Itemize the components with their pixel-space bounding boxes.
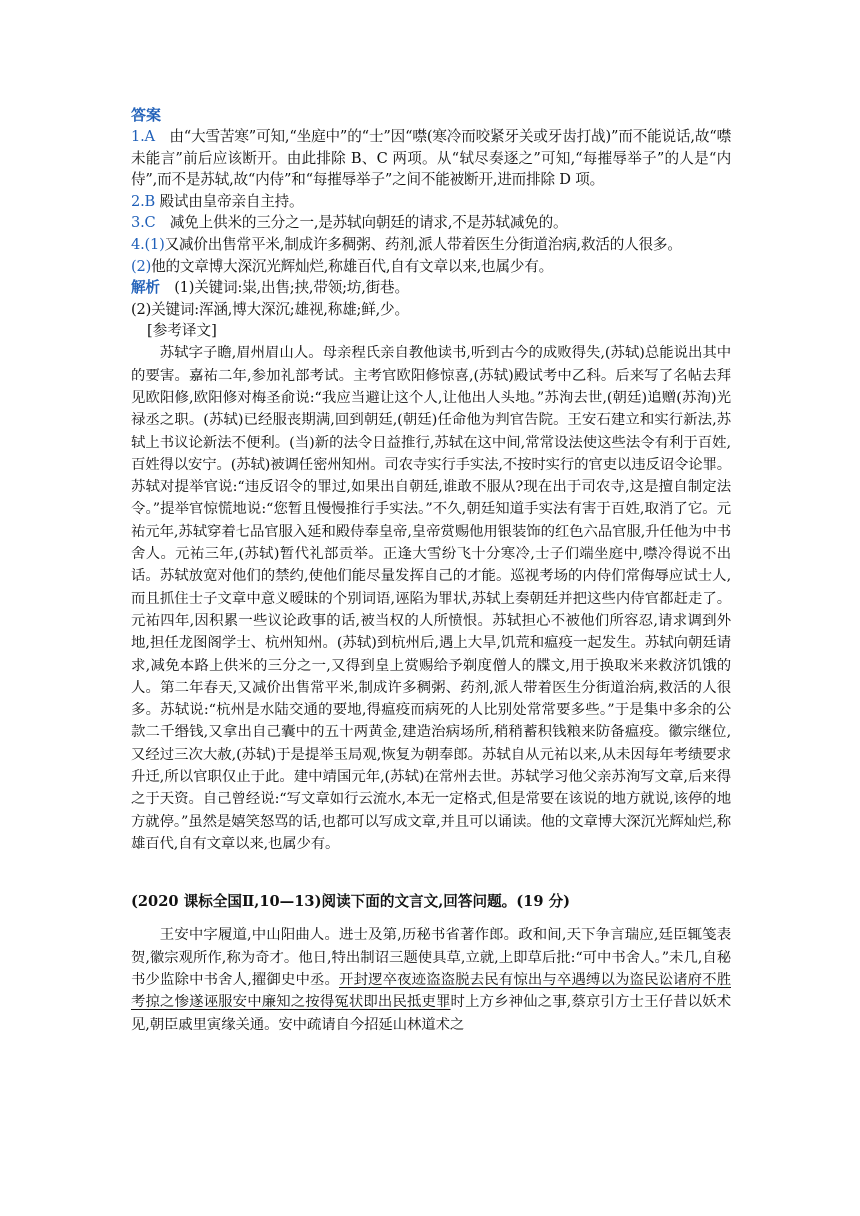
- answer-item-1: [131, 126, 731, 191]
- answer-text: 又减价出售常平米,制成许多稠粥、药剂,派人带着医生分街道治病,救活的人很多。: [164, 235, 682, 253]
- answer-title: 答案: [131, 106, 162, 124]
- analysis-text-1: (1)关键词:粜,出售;挟,带领;坊,街巷。: [159, 279, 409, 297]
- answer-number: 4.(1): [131, 235, 165, 253]
- answer-item-5: [131, 256, 731, 278]
- answer-item-2: [131, 191, 731, 213]
- analysis-line-2: (2)关键词:浑涵,博大深沉;雄视,称雄;鲜,少。: [131, 300, 409, 318]
- answer-text: 减免上供米的三分之一,是苏轼向朝廷的请求,不是苏轼减免的。: [155, 214, 568, 232]
- answer-item-3: [131, 212, 731, 234]
- answer-text: 殿试由皇帝亲自主持。: [155, 192, 304, 210]
- answer-number: 3.C: [131, 214, 156, 232]
- answer-number: (2): [131, 257, 152, 275]
- reference-translation: 苏轼字子瞻,眉州眉山人。母亲程氏亲自教他读书,听到古今的成败得失,(苏轼)总能说出其中的要害。嘉祐二年,参加礼部考试。主考官欧阳修惊喜,(苏轼)殿试考中乙科。后来写了名帖去拜见欧阳修,欧阳修对梅圣俞说:“我应当避让这个人,让他出人头地。”苏洵去世,(朝廷)追赠(苏洵)光禄丞之职。(苏轼)已经服丧期满,回到朝廷,(朝廷)任命他为判官告院。王安石建立和实行新法,苏轼上书议论新法不便利。(当)新的法令日益推行,苏轼在这中间,常常设法使这些法令有利于百姓,百姓得以安宁。(苏轼)被调任密州知州。司农寺实行手实法,不按时实行的官吏以违反诏令论罪。苏轼对提举官说:“违反诏令的罪过,如果出自朝廷,谁敢不服从?现在出于司农寺,这是擅自制定法令。”提举官惊慌地说:“您暂且慢慢推行手实法。”不久,朝廷知道手实法有害于百姓,取消了它。元祐元年,苏轼穿着七品官服入延和殿侍奉皇帝,皇帝赏赐他用银装饰的红色六品官服,升任他为中书舍人。元祐三年,(苏轼)暂代礼部贡举。正逢大雪纷飞十分寒冷,士子们端坐庭中,噤冷得说不出话。苏轼放宽对他们的禁约,使他们能尽量发挥自己的才能。巡视考场的内侍们常侮辱应试士人,而且抓住士子文章中意义暧昧的个别词语,诬陷为罪状,苏轼上奏朝廷并把这些内侍官都赶走了。元祐四年,因积累一些议论政事的话,被当权的人所愤恨。苏轼担心不被他们所容忍,请求调到外地,担任龙图阁学士、杭州知州。(苏轼)到杭州后,遇上大旱,饥荒和瘟疫一起发生。苏轼向朝廷请求,减免本路上供米的三分之一,又得到皇上赏赐给予剃度僧人的牒文,用于换取米来救济饥饿的人。第二年春天,又减价出售常平米,制成许多稠粥、药剂,派人带着医生分街道治病,救活的人很多。苏轼说:“杭州是水陆交通的要地,得瘟疫而病死的人比别处常常要多些。”于是集中多余的公款二千缗钱,又拿出自己囊中的五十两黄金,建造治病场所,稍稍蓄积钱粮来防备瘟疫。徽宗继位,又经过三次大赦,(苏轼)于是提举玉局观,恢复为朝奉郎。苏轼自从元祐以来,从未因每年考绩要求升迁,所以官职仅止于此。建中靖国元年,(苏轼)在常州去世。苏轼学习他父亲苏洵写文章,后来得之于天资。自己曾经说:“写文章如行云流水,本无一定格式,但是常要在该说的地方就说,该停的地方就停。”虽然是嬉笑怒骂的话,也都可以写成文章,并且可以诵读。他的文章博大深沉光辉灿烂,称雄百代,自有文章以来,也属少有。: [131, 345, 731, 852]
- analysis-line-1: [131, 277, 731, 299]
- question-header: (2020 课标全国Ⅱ,10—13)阅读下面的文言文,回答问题。(19 分): [131, 893, 571, 911]
- answer-item-4: [131, 234, 731, 256]
- answer-number: 2.B: [131, 192, 156, 210]
- passage-tail-text: 时上方乡神仙之事,蔡京引方士王仔昔以妖术见,朝臣戚里寅缘关通。安中疏请自今招延山林道术之: [131, 994, 731, 1033]
- answer-text: 他的文章博大深沉光辉灿烂,称雄百代,自有文章以来,也属少有。: [151, 257, 554, 275]
- answer-number: 1.A: [131, 128, 155, 145]
- passage-text: 王安中字履道,中山阳曲人。进士及第,历秘书省著作郎。政和间,天下争言瑞应,廷臣辄笺表贺,徽宗观所作,称为奇才。他日,特出制诏三题使具草,立就,上即草后批:“可中书舍人。”未几,自秘书少监除中书舍人,擢御史中丞。: [131, 927, 731, 988]
- content-column: [131, 104, 731, 1036]
- answer-text: 由“大雪苦寒”可知,“坐庭中”的“士”因“噤(寒冷而咬紧牙关或牙齿打战)”而不能说话,故“噤未能言”前后应该断开。由此排除 B、C 两项。从“轼尽奏逐之”可知,“每摧辱举子”的人是“内侍”,而不是苏轼,故“内侍”和“每摧辱举子”之间不能被断开,进而排除 D 项。: [131, 128, 731, 189]
- classical-passage: [131, 924, 731, 1036]
- reference-translation-label: [参考译文]: [147, 322, 217, 340]
- analysis-label: 解析: [131, 279, 160, 297]
- passage-underlined-text: 开封逻卒夜迹盗盗脱去民有惊出与卒遇缚以为盗民讼诸府不胜考掠之惨遂诬服安中廉知之按得冤状即出民抵吏罪: [131, 971, 731, 1011]
